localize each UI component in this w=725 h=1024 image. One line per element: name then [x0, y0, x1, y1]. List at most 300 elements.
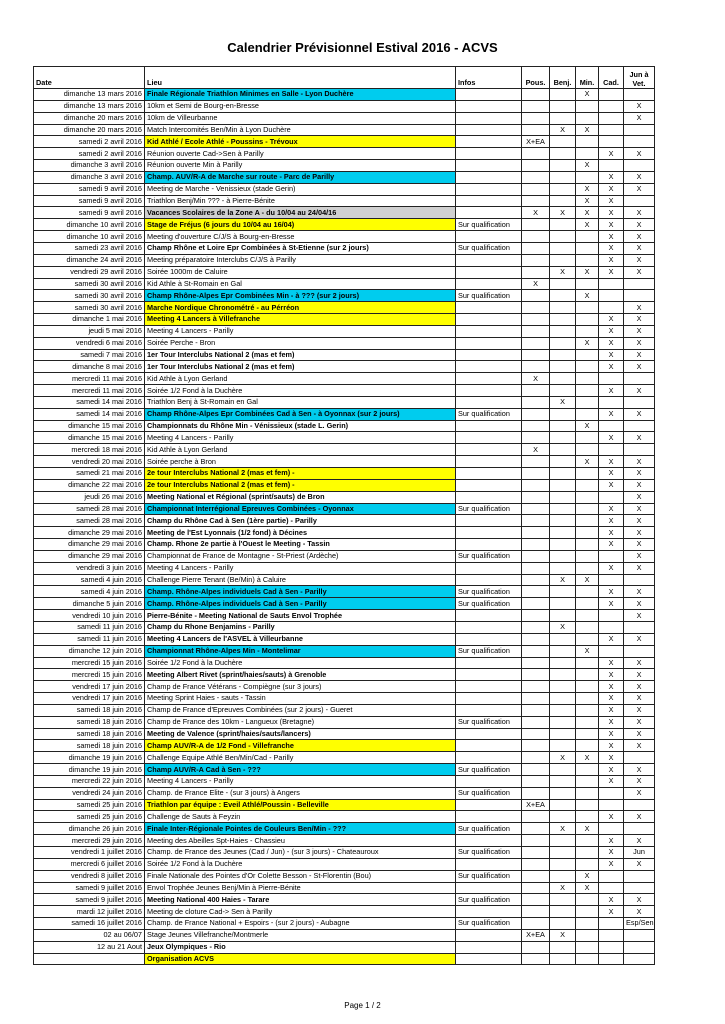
cell-date: samedi 9 juillet 2016	[34, 894, 145, 906]
cell-jun: X	[624, 456, 655, 468]
cell-min	[576, 929, 599, 941]
cell-date: samedi 21 mai 2016	[34, 468, 145, 480]
cell-min	[576, 693, 599, 705]
cell-infos	[456, 136, 522, 148]
cell-infos: Sur qualification	[456, 787, 522, 799]
cell-date: vendredi 6 mai 2016	[34, 337, 145, 349]
cell-pous	[522, 539, 550, 551]
cell-cad	[599, 112, 624, 124]
table-row	[34, 479, 655, 491]
cell-cad	[599, 444, 624, 456]
cell-infos	[456, 527, 522, 539]
cell-lieu: Match Intercomités Ben/Min à Lyon Duchère	[145, 124, 456, 136]
table-row	[34, 444, 655, 456]
cell-jun: X	[624, 231, 655, 243]
cell-cad	[599, 550, 624, 562]
cell-jun: X	[624, 894, 655, 906]
cell-pous	[522, 906, 550, 918]
table-row	[34, 503, 655, 515]
cell-jun: X	[624, 468, 655, 480]
table-row	[34, 574, 655, 586]
cell-date: vendredi 17 juin 2016	[34, 681, 145, 693]
cell-benj	[550, 527, 576, 539]
cell-min	[576, 858, 599, 870]
cell-pous	[522, 858, 550, 870]
cell-pous	[522, 941, 550, 953]
cell-benj	[550, 491, 576, 503]
cell-infos: Sur qualification	[456, 645, 522, 657]
cell-cad: X	[599, 254, 624, 266]
cell-cad	[599, 100, 624, 112]
cell-infos: Sur qualification	[456, 716, 522, 728]
cell-min	[576, 396, 599, 408]
cell-lieu: Meeting National 400 Haies - Tarare	[145, 894, 456, 906]
table-row	[34, 882, 655, 894]
cell-benj	[550, 254, 576, 266]
table-row	[34, 231, 655, 243]
cell-pous	[522, 396, 550, 408]
table-row	[34, 847, 655, 859]
table-row	[34, 515, 655, 527]
cell-infos	[456, 681, 522, 693]
cell-lieu: Meeting de Marche - Venissieux (stade Gerin)	[145, 183, 456, 195]
cell-cad	[599, 574, 624, 586]
table-row	[34, 385, 655, 397]
cell-benj	[550, 550, 576, 562]
table-row	[34, 349, 655, 361]
cell-date: dimanche 12 juin 2016	[34, 645, 145, 657]
cell-pous	[522, 503, 550, 515]
table-header-row	[34, 67, 655, 89]
cell-benj	[550, 444, 576, 456]
cell-min	[576, 704, 599, 716]
cell-infos: Sur qualification	[456, 764, 522, 776]
cell-date: vendredi 8 juillet 2016	[34, 870, 145, 882]
cell-pous	[522, 574, 550, 586]
cell-lieu: Marche Nordique Chronométré - au Pérréon	[145, 302, 456, 314]
table-row	[34, 728, 655, 740]
cell-infos	[456, 835, 522, 847]
cell-pous	[522, 550, 550, 562]
cell-lieu: Réunion ouverte Cad->Sen à Parilly	[145, 148, 456, 160]
table-row	[34, 681, 655, 693]
cell-cad	[599, 621, 624, 633]
cell-pous	[522, 716, 550, 728]
cell-lieu: Championnats du Rhône Min - Vénissieux (stade L. Gerin)	[145, 420, 456, 432]
cell-lieu: 2e tour Interclubs National 2 (mas et fem) -	[145, 468, 456, 480]
cell-pous	[522, 681, 550, 693]
cell-pous	[522, 479, 550, 491]
cell-min	[576, 278, 599, 290]
cell-pous	[522, 669, 550, 681]
table-row	[34, 254, 655, 266]
cell-date: samedi 30 avril 2016	[34, 302, 145, 314]
cell-min	[576, 728, 599, 740]
table-row	[34, 835, 655, 847]
cell-benj	[550, 337, 576, 349]
header-date: Date	[34, 67, 145, 89]
cell-benj	[550, 171, 576, 183]
table-row	[34, 704, 655, 716]
cell-pous	[522, 112, 550, 124]
cell-date: dimanche 10 avril 2016	[34, 219, 145, 231]
cell-date: samedi 28 mai 2016	[34, 515, 145, 527]
cell-min	[576, 254, 599, 266]
cell-lieu: Réunion ouverte Min à Parilly	[145, 160, 456, 172]
cell-jun: X	[624, 385, 655, 397]
cell-pous	[522, 420, 550, 432]
cell-min	[576, 918, 599, 930]
table-row	[34, 740, 655, 752]
cell-min: X	[576, 645, 599, 657]
cell-pous	[522, 847, 550, 859]
cell-cad: X	[599, 669, 624, 681]
table-row	[34, 266, 655, 278]
cell-jun	[624, 136, 655, 148]
cell-jun: X	[624, 112, 655, 124]
cell-cad: X	[599, 432, 624, 444]
cell-min	[576, 657, 599, 669]
cell-date: samedi 30 avril 2016	[34, 290, 145, 302]
cell-lieu: Meeting 4 Lancers - Parilly	[145, 432, 456, 444]
cell-lieu: Finale Régionale Triathlon Minimes en Salle - Lyon Duchère	[145, 89, 456, 101]
cell-benj	[550, 918, 576, 930]
cell-pous	[522, 775, 550, 787]
cell-lieu: 10km et Semi de Bourg-en-Bresse	[145, 100, 456, 112]
cell-infos	[456, 740, 522, 752]
cell-benj: X	[550, 574, 576, 586]
cell-lieu: Pierre-Bénite - Meeting National de Sauts Envol Trophée	[145, 610, 456, 622]
cell-benj	[550, 242, 576, 254]
cell-lieu: Meeting Albert Rivet (sprint/haies/sauts) à Grenoble	[145, 669, 456, 681]
page-title: Calendrier Prévisionnel Estival 2016 - ACVS	[227, 40, 498, 55]
cell-lieu: Champ. Rhone 2e partie à l'Ouest le Meeting - Tassin	[145, 539, 456, 551]
cell-jun: X	[624, 657, 655, 669]
cell-pous	[522, 314, 550, 326]
cell-date: samedi 14 mai 2016	[34, 408, 145, 420]
cell-benj	[550, 610, 576, 622]
calendar-table	[33, 66, 655, 965]
cell-cad: X	[599, 361, 624, 373]
cell-infos	[456, 799, 522, 811]
cell-infos: Sur qualification	[456, 290, 522, 302]
cell-date: samedi 7 mai 2016	[34, 349, 145, 361]
cell-date: mercredi 11 mai 2016	[34, 385, 145, 397]
cell-pous	[522, 491, 550, 503]
header-benj: Benj.	[550, 67, 576, 89]
cell-infos	[456, 882, 522, 894]
cell-lieu: Meeting National et Régional (sprint/sauts) de Bron	[145, 491, 456, 503]
table-row	[34, 858, 655, 870]
cell-date: samedi 30 avril 2016	[34, 278, 145, 290]
cell-min	[576, 479, 599, 491]
cell-pous	[522, 231, 550, 243]
header-pous: Pous.	[522, 67, 550, 89]
cell-date: samedi 25 juin 2016	[34, 811, 145, 823]
cell-infos	[456, 349, 522, 361]
cell-lieu: Champ. de France National + Espoirs - (sur 2 jours) - Aubagne	[145, 918, 456, 930]
cell-jun: X	[624, 302, 655, 314]
cell-lieu: Meeting 4 Lancers de l'ASVEL à Villeurbanne	[145, 633, 456, 645]
cell-cad: X	[599, 598, 624, 610]
cell-min	[576, 325, 599, 337]
cell-cad: X	[599, 764, 624, 776]
table-row	[34, 148, 655, 160]
cell-min	[576, 550, 599, 562]
table-row	[34, 302, 655, 314]
cell-lieu: Finale Inter-Régionale Pointes de Couleurs Ben/Min - ???	[145, 823, 456, 835]
cell-min: X	[576, 882, 599, 894]
cell-lieu: Challenge Pierre Tenant (Be/Min) à Caluire	[145, 574, 456, 586]
cell-pous	[522, 870, 550, 882]
cell-date: vendredi 20 mai 2016	[34, 456, 145, 468]
cell-min: X	[576, 160, 599, 172]
cell-pous	[522, 432, 550, 444]
cell-cad: X	[599, 693, 624, 705]
cell-cad: X	[599, 219, 624, 231]
table-row	[34, 219, 655, 231]
table-row	[34, 775, 655, 787]
cell-pous	[522, 468, 550, 480]
cell-jun: X	[624, 100, 655, 112]
cell-cad: X	[599, 207, 624, 219]
table-row	[34, 621, 655, 633]
header-vet: Vet.	[632, 79, 646, 88]
cell-date: dimanche 19 juin 2016	[34, 752, 145, 764]
cell-pous	[522, 361, 550, 373]
cell-jun	[624, 444, 655, 456]
cell-jun: X	[624, 266, 655, 278]
cell-cad: X	[599, 266, 624, 278]
cell-lieu: Challenge Equipe Athlé Ben/Min/Cad - Parilly	[145, 752, 456, 764]
cell-benj	[550, 870, 576, 882]
cell-pous: X+EA	[522, 799, 550, 811]
cell-benj	[550, 373, 576, 385]
header-cad: Cad.	[599, 67, 624, 89]
cell-benj	[550, 835, 576, 847]
cell-min: X	[576, 823, 599, 835]
cell-jun: X	[624, 562, 655, 574]
cell-min	[576, 231, 599, 243]
cell-benj	[550, 858, 576, 870]
cell-date: jeudi 5 mai 2016	[34, 325, 145, 337]
cell-jun	[624, 752, 655, 764]
cell-cad: X	[599, 728, 624, 740]
table-row	[34, 325, 655, 337]
cell-date: samedi 18 juin 2016	[34, 728, 145, 740]
cell-min	[576, 953, 599, 965]
cell-min	[576, 894, 599, 906]
cell-lieu: Meeting de l'Est Lyonnais (1/2 fond) à Décines	[145, 527, 456, 539]
cell-date: samedi 16 juillet 2016	[34, 918, 145, 930]
cell-lieu: Triathlon par équipe : Eveil Athlé/Poussin - Belleville	[145, 799, 456, 811]
cell-cad: X	[599, 633, 624, 645]
cell-cad: X	[599, 314, 624, 326]
cell-pous	[522, 89, 550, 101]
cell-infos	[456, 693, 522, 705]
cell-benj	[550, 195, 576, 207]
cell-min: X	[576, 207, 599, 219]
cell-min: X	[576, 870, 599, 882]
cell-lieu: Meeting 4 Lancers - Parilly	[145, 775, 456, 787]
cell-cad: X	[599, 894, 624, 906]
cell-jun: X	[624, 183, 655, 195]
cell-benj	[550, 325, 576, 337]
cell-min: X	[576, 337, 599, 349]
cell-benj	[550, 183, 576, 195]
cell-benj	[550, 906, 576, 918]
cell-lieu: Jeux Olympiques - Rio	[145, 941, 456, 953]
cell-min	[576, 468, 599, 480]
cell-date: vendredi 10 juin 2016	[34, 610, 145, 622]
cell-cad: X	[599, 527, 624, 539]
cell-pous	[522, 302, 550, 314]
cell-min	[576, 621, 599, 633]
cell-infos	[456, 775, 522, 787]
table-row	[34, 337, 655, 349]
table-row	[34, 550, 655, 562]
cell-infos	[456, 361, 522, 373]
cell-cad: X	[599, 681, 624, 693]
cell-benj	[550, 847, 576, 859]
cell-jun: X	[624, 219, 655, 231]
cell-benj	[550, 385, 576, 397]
cell-cad	[599, 491, 624, 503]
cell-pous	[522, 752, 550, 764]
table-row	[34, 693, 655, 705]
cell-date: dimanche 13 mars 2016	[34, 100, 145, 112]
cell-cad: X	[599, 479, 624, 491]
cell-jun: X	[624, 361, 655, 373]
cell-jun: X	[624, 539, 655, 551]
cell-min	[576, 716, 599, 728]
cell-infos	[456, 373, 522, 385]
cell-cad: X	[599, 231, 624, 243]
cell-benj	[550, 231, 576, 243]
cell-date: dimanche 29 mai 2016	[34, 550, 145, 562]
cell-infos	[456, 704, 522, 716]
cell-min	[576, 444, 599, 456]
cell-jun: X	[624, 633, 655, 645]
table-row	[34, 468, 655, 480]
cell-lieu: Meeting de cloture Cad-> Sen à Parilly	[145, 906, 456, 918]
cell-cad: X	[599, 148, 624, 160]
cell-date: samedi 11 juin 2016	[34, 633, 145, 645]
cell-min	[576, 610, 599, 622]
cell-pous	[522, 254, 550, 266]
cell-date	[34, 953, 145, 965]
cell-min: X	[576, 456, 599, 468]
cell-date: samedi 28 mai 2016	[34, 503, 145, 515]
cell-date: samedi 11 juin 2016	[34, 621, 145, 633]
cell-cad: X	[599, 586, 624, 598]
cell-lieu: Champ de France d'Epreuves Combinées (sur 2 jours) - Gueret	[145, 704, 456, 716]
table-row	[34, 160, 655, 172]
cell-infos	[456, 266, 522, 278]
table-row	[34, 669, 655, 681]
cell-infos	[456, 669, 522, 681]
cell-cad: X	[599, 847, 624, 859]
cell-min	[576, 515, 599, 527]
cell-min	[576, 373, 599, 385]
cell-jun: X	[624, 906, 655, 918]
header-min: Min.	[576, 67, 599, 89]
table-row	[34, 929, 655, 941]
cell-lieu: Champ. de France des Jeunes (Cad / Jun) - (sur 3 jours) - Chateauroux	[145, 847, 456, 859]
cell-infos	[456, 728, 522, 740]
cell-cad: X	[599, 858, 624, 870]
cell-jun: X	[624, 728, 655, 740]
cell-jun: X	[624, 716, 655, 728]
cell-min	[576, 764, 599, 776]
table-row	[34, 764, 655, 776]
cell-cad	[599, 290, 624, 302]
table-row	[34, 527, 655, 539]
cell-lieu: Meeting Sprint Haies - sauts - Tassin	[145, 693, 456, 705]
cell-jun: X	[624, 503, 655, 515]
cell-cad: X	[599, 515, 624, 527]
cell-pous	[522, 456, 550, 468]
cell-lieu: Kid Athle à Lyon Gerland	[145, 373, 456, 385]
table-row	[34, 314, 655, 326]
cell-date: mercredi 18 mai 2016	[34, 444, 145, 456]
cell-jun	[624, 290, 655, 302]
cell-jun	[624, 195, 655, 207]
cell-date: mercredi 29 juin 2016	[34, 835, 145, 847]
cell-min: X	[576, 219, 599, 231]
cell-jun: X	[624, 207, 655, 219]
header-jun: Jun à	[629, 70, 649, 79]
cell-benj	[550, 787, 576, 799]
cell-jun: X	[624, 325, 655, 337]
cell-infos	[456, 325, 522, 337]
cell-lieu: Stage de Fréjus (6 jours du 10/04 au 16/04)	[145, 219, 456, 231]
cell-infos	[456, 657, 522, 669]
cell-pous	[522, 787, 550, 799]
cell-min	[576, 491, 599, 503]
cell-pous	[522, 100, 550, 112]
cell-lieu: Kid Athle à Lyon Gerland	[145, 444, 456, 456]
cell-date: 12 au 21 Aout	[34, 941, 145, 953]
cell-benj	[550, 894, 576, 906]
cell-date: dimanche 15 mai 2016	[34, 420, 145, 432]
cell-lieu: 1er Tour Interclubs National 2 (mas et fem)	[145, 361, 456, 373]
cell-date: samedi 9 avril 2016	[34, 207, 145, 219]
cell-date: samedi 18 juin 2016	[34, 704, 145, 716]
cell-infos	[456, 183, 522, 195]
cell-date: dimanche 26 juin 2016	[34, 823, 145, 835]
cell-cad: X	[599, 503, 624, 515]
cell-jun	[624, 882, 655, 894]
cell-pous	[522, 953, 550, 965]
table-row	[34, 752, 655, 764]
cell-lieu: Champ Rhône-Alpes Epr Combinées Cad à Sen - à Oyonnax (sur 2 jours)	[145, 408, 456, 420]
cell-infos: Sur qualification	[456, 586, 522, 598]
cell-jun: X	[624, 515, 655, 527]
cell-pous	[522, 515, 550, 527]
cell-min	[576, 242, 599, 254]
cell-lieu: Organisation ACVS	[145, 953, 456, 965]
cell-jun: X	[624, 764, 655, 776]
cell-infos	[456, 195, 522, 207]
cell-jun: X	[624, 550, 655, 562]
cell-benj: X	[550, 124, 576, 136]
table-row	[34, 432, 655, 444]
cell-lieu: Champ. de France Elite - (sur 3 jours) à Angers	[145, 787, 456, 799]
cell-infos	[456, 444, 522, 456]
cell-min	[576, 775, 599, 787]
cell-benj	[550, 349, 576, 361]
